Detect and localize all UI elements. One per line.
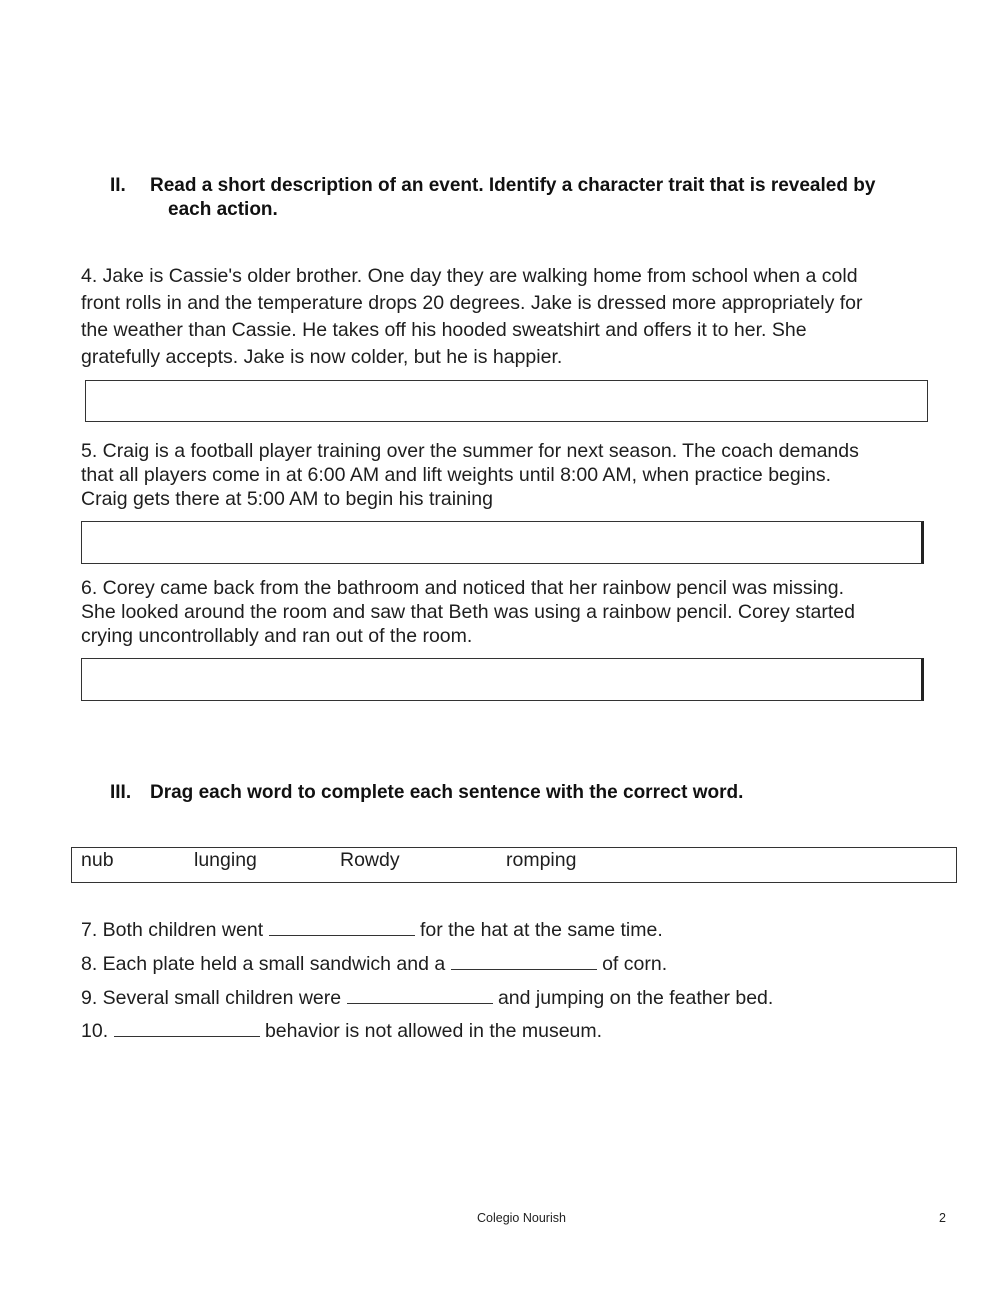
question-5-line: 5. Craig is a football player training over the summer for next season. The coach demands	[81, 440, 859, 462]
word-bank-item-rowdy[interactable]: Rowdy	[340, 849, 400, 871]
word-bank-item-lunging[interactable]: lunging	[194, 849, 257, 871]
sentence-9	[81, 985, 773, 1010]
word-bank-item-nub[interactable]: nub	[81, 849, 114, 871]
question-6-answer-box[interactable]	[81, 658, 924, 701]
question-4-answer-box[interactable]	[85, 380, 928, 422]
section-2-heading	[110, 174, 875, 198]
section-2-instruction-line2: each action.	[168, 199, 278, 220]
footer-page-number: 2	[939, 1211, 946, 1225]
sentence-10	[81, 1018, 602, 1043]
sentence-8	[81, 951, 667, 976]
section-3-numeral: III.	[110, 782, 132, 803]
question-6-line: 6. Corey came back from the bathroom and noticed that her rainbow pencil was missing.	[81, 577, 845, 599]
sentence-7-before: 7. Both children went	[81, 919, 269, 941]
sentence-7-after: for the hat at the same time.	[414, 919, 663, 941]
section-3-heading	[110, 781, 743, 805]
sentence-8-before: 8. Each plate held a small sandwich and a	[81, 953, 451, 975]
question-6-line: crying uncontrollably and ran out of the room.	[81, 625, 473, 647]
question-5-text	[81, 439, 981, 511]
sentence-10-before: 10.	[81, 1020, 114, 1042]
question-4-line: front rolls in and the temperature drops 20 degrees. Jake is dressed more appropriately for	[81, 292, 863, 314]
sentence-10-drop-blank[interactable]	[114, 1018, 260, 1037]
sentence-8-drop-blank[interactable]	[451, 951, 597, 970]
sentence-7	[81, 917, 663, 942]
question-4-line: gratefully accepts. Jake is now colder, but he is happier.	[81, 346, 563, 368]
sentence-10-after: behavior is not allowed in the museum.	[259, 1020, 603, 1042]
sentence-9-drop-blank[interactable]	[347, 985, 493, 1004]
section-2-numeral: II.	[110, 175, 126, 196]
footer-school-name: Colegio Nourish	[477, 1211, 566, 1225]
sentence-8-after: of corn.	[596, 953, 668, 975]
question-5-line: Craig gets there at 5:00 AM to begin his training	[81, 488, 493, 510]
question-4-text	[81, 263, 981, 371]
question-5-line: that all players come in at 6:00 AM and lift weights until 8:00 AM, when practice begins.	[81, 464, 832, 486]
question-4-line: 4. Jake is Cassie's older brother. One day they are walking home from school when a cold	[81, 265, 858, 287]
question-4-line: the weather than Cassie. He takes off his hooded sweatshirt and offers it to her. She	[81, 319, 807, 341]
section-3-instruction: Drag each word to complete each sentence with the correct word.	[150, 782, 744, 803]
sentence-9-before: 9. Several small children were	[81, 987, 347, 1009]
question-6-line: She looked around the room and saw that Beth was using a rainbow pencil. Corey started	[81, 601, 855, 623]
question-6-text	[81, 576, 981, 648]
sentence-7-drop-blank[interactable]	[269, 917, 415, 936]
word-bank	[71, 847, 957, 883]
section-2-instruction-line1: Read a short description of an event. Identify a character trait that is revealed by	[150, 175, 876, 196]
word-bank-item-romping[interactable]: romping	[506, 849, 577, 871]
sentence-9-after: and jumping on the feather bed.	[492, 987, 774, 1009]
question-5-answer-box[interactable]	[81, 521, 924, 564]
